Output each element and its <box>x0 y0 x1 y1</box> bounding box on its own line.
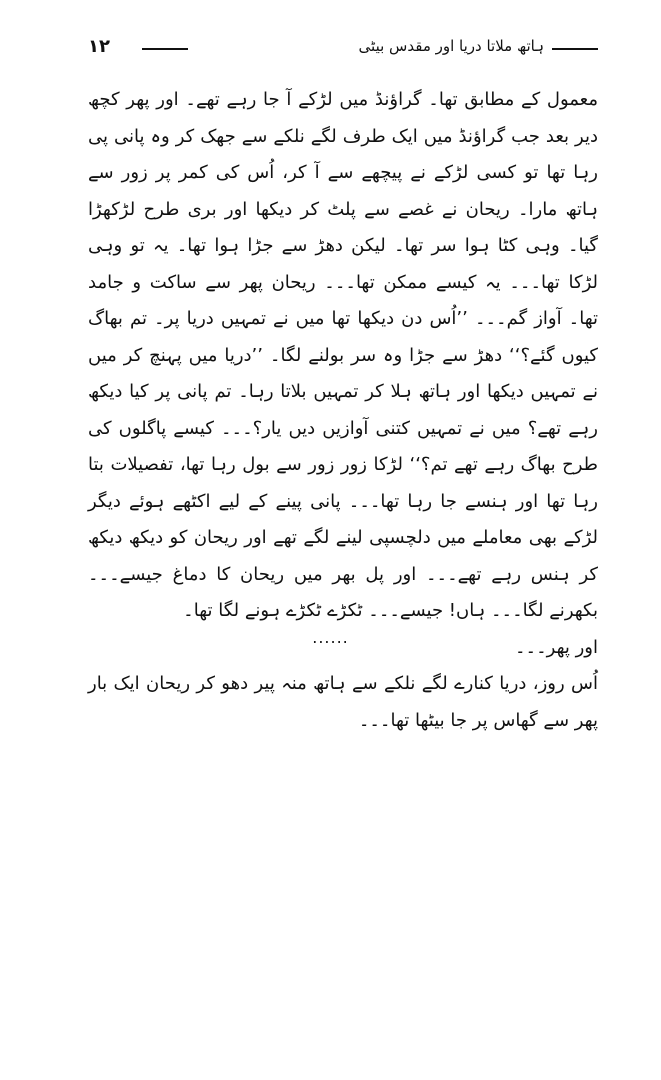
header-rule-right <box>552 48 598 50</box>
page-number: ۱۲ <box>88 36 110 57</box>
paragraph: اُس روز، دریا کنارے لگے نلکے سے ہاتھ منہ پیر دھو کر ریحان ایک بار پھر سے گھاس پر جا بیٹھا تھا۔۔۔ <box>88 673 598 731</box>
header-rule-left <box>142 48 188 50</box>
paragraph: معمول کے مطابق تھا۔ گراؤنڈ میں لڑکے آ جا رہے تھے۔ اور پھر کچھ دیر بعد جب گراؤنڈ میں ایک طرف لگے نلکے سے جھک کر وہ پانی پی رہا تھا تو کسی لڑکے نے پیچھے سے آ کر، اُس کی کمر پر زور سے ہاتھ مارا۔ ریحان نے غصے سے پلٹ کر دیکھا اور بری طرح لڑکھڑا گیا۔ وہی کٹا ہوا سر تھا۔ لیکن دھڑ سے جڑا ہوا تھا۔ یہ تو وہی لڑکا تھا۔۔۔ یہ کیسے ممکن تھا۔۔۔ ریحان پھر سے ساکت و جامد تھا۔ آواز گم۔۔۔ ’’اُس دن دیکھا تھا میں نے تمہیں دریا پر۔ تم بھاگ کیوں گئے؟‘‘ دھڑ سے جڑا وہ سر بولنے لگا۔ ’’دریا میں پہنچ کر میں نے تمہیں دیکھا اور ہاتھ ہلا کر تمہیں بلاتا رہا۔ تم پانی پر کیا دیکھ رہے تھے؟ میں نے تمہیں کتنی آوازیں دیں یار؟۔۔۔ کیسے پاگلوں کی طرح بھاگ رہے تھے تم؟‘‘ لڑکا زور زور سے بول رہا تھا، تفصیلات بتا رہا تھا اور ہنسے جا رہا تھا۔۔۔ پانی پینے کے لیے اکٹھے ہوئے دیگر لڑکے بھی معاملے میں دلچسپی لینے لگے تھے اور ریحان کو دیکھ دیکھ کر ہنس رہے تھے۔۔۔ اور پل بھر میں ریحان کا دماغ جیسے۔۔۔ بکھرنے لگا۔۔۔ ہاں! جیسے۔۔۔ ٹکڑے ٹکڑے ہونے لگا تھا۔ <box>88 89 598 621</box>
scene-break: ...... <box>312 628 349 647</box>
paragraph: اور پھر۔۔۔ <box>515 636 598 658</box>
running-title: ہاتھ ملاتا دریا اور مقدس بیٹی <box>358 37 544 55</box>
page-header <box>88 34 598 62</box>
